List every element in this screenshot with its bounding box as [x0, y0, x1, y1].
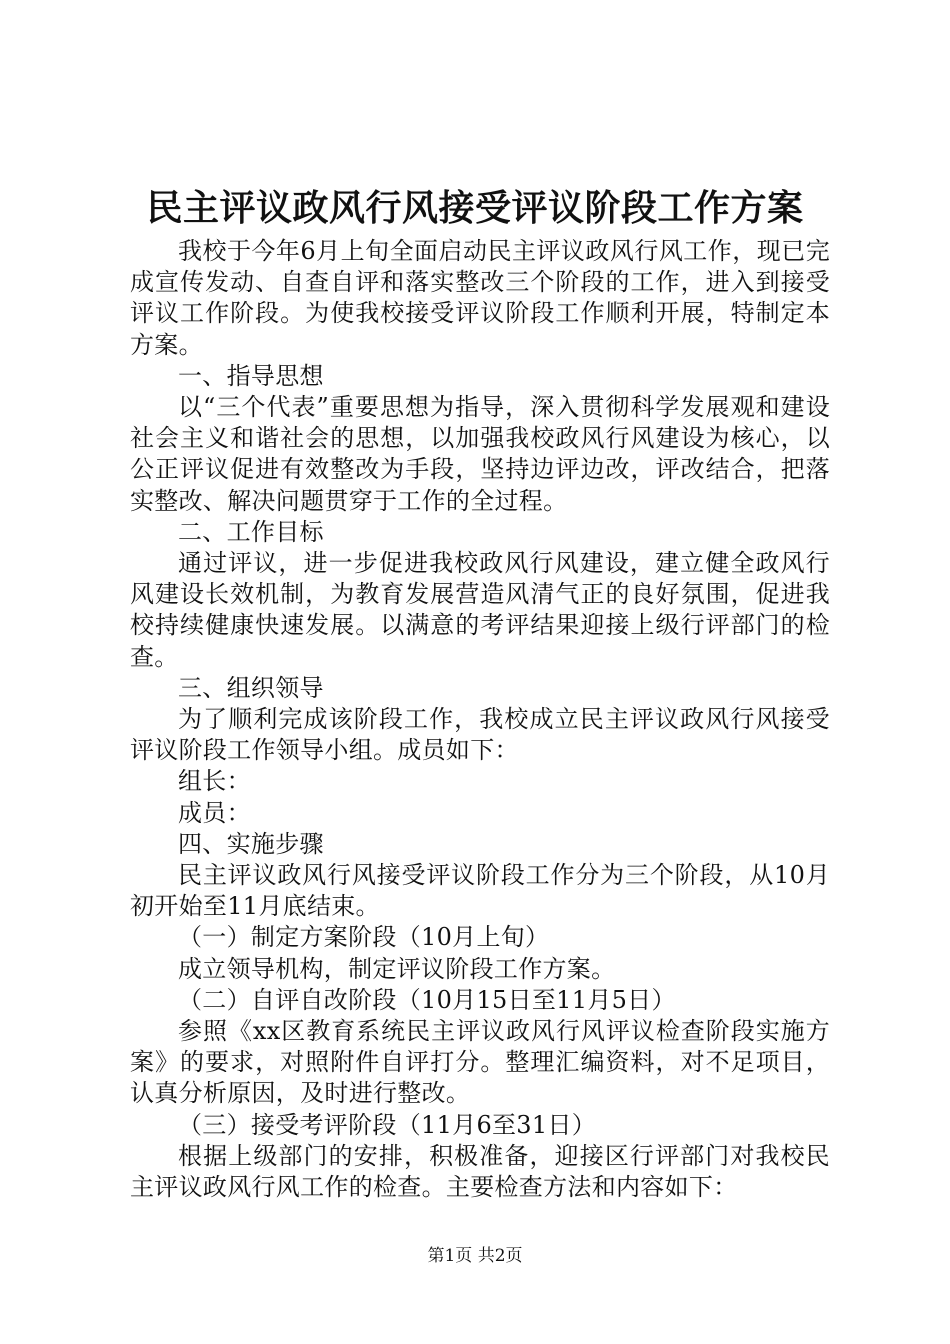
paragraph-stage-2: 参照《xx区教育系统民主评议政风行风评议检查阶段实施方案》的要求，对照附件自评打分。整理汇编资料，对不足项目，认真分析原因，及时进行整改。 [130, 1017, 830, 1108]
page-footer: 第1页 共2页 [427, 1246, 523, 1266]
paragraph-stage-3: 根据上级部门的安排，积极准备，迎接区行评部门对我校民主评议政风行风工作的检查。主要检查方法和内容如下： [130, 1141, 830, 1202]
document-body [130, 236, 830, 1203]
paragraph-guiding-ideology: 以“三个代表”重要思想为指导，深入贯彻科学发展观和建设社会主义和谐社会的思想，以加强我校政风行风建设为核心，以公正评议促进有效整改为手段，坚持边评边改，评改结合，把落实整改、解决问题贯穿于工作的全过程。 [130, 393, 830, 515]
document-title: 民主评议政风行风接受评议阶段工作方案 [146, 187, 804, 229]
section-heading-guiding-ideology: 一、指导思想 [178, 361, 324, 390]
paragraph-work-goals: 通过评议，进一步促进我校政风行风建设，建立健全政风行风建设长效机制，为教育发展营造风清气正的良好氛围，促进我校持续健康快速发展。以满意的考评结果迎接上级行评部门的检查。 [130, 549, 830, 671]
stage-heading-3: （三）接受考评阶段（11月6至31日） [178, 1110, 597, 1139]
members-line: 成员： [178, 798, 251, 827]
section-heading-implementation: 四、实施步骤 [178, 829, 324, 858]
stage-heading-2: （二）自评自改阶段（10月15日至11月5日） [178, 985, 676, 1014]
paragraph-leadership: 为了顺利完成该阶段工作，我校成立民主评议政风行风接受评议阶段工作领导小组。成员如下： [130, 705, 830, 765]
paragraph-stage-1: 成立领导机构，制定评议阶段工作方案。 [178, 954, 616, 983]
paragraph-implementation: 民主评议政风行风接受评议阶段工作分为三个阶段，从10月初开始至11月底结束。 [130, 861, 830, 921]
section-heading-leadership: 三、组织领导 [178, 673, 324, 702]
section-heading-work-goals: 二、工作目标 [178, 517, 324, 546]
stage-heading-1: （一）制定方案阶段（10月上旬） [178, 923, 550, 952]
leader-line: 组长： [178, 767, 251, 796]
paragraph-intro: 我校于今年6月上旬全面启动民主评议政风行风工作，现已完成宣传发动、自查自评和落实整改三个阶段的工作，进入到接受评议工作阶段。为使我校接受评议阶段工作顺利开展，特制定本方案。 [130, 237, 830, 359]
